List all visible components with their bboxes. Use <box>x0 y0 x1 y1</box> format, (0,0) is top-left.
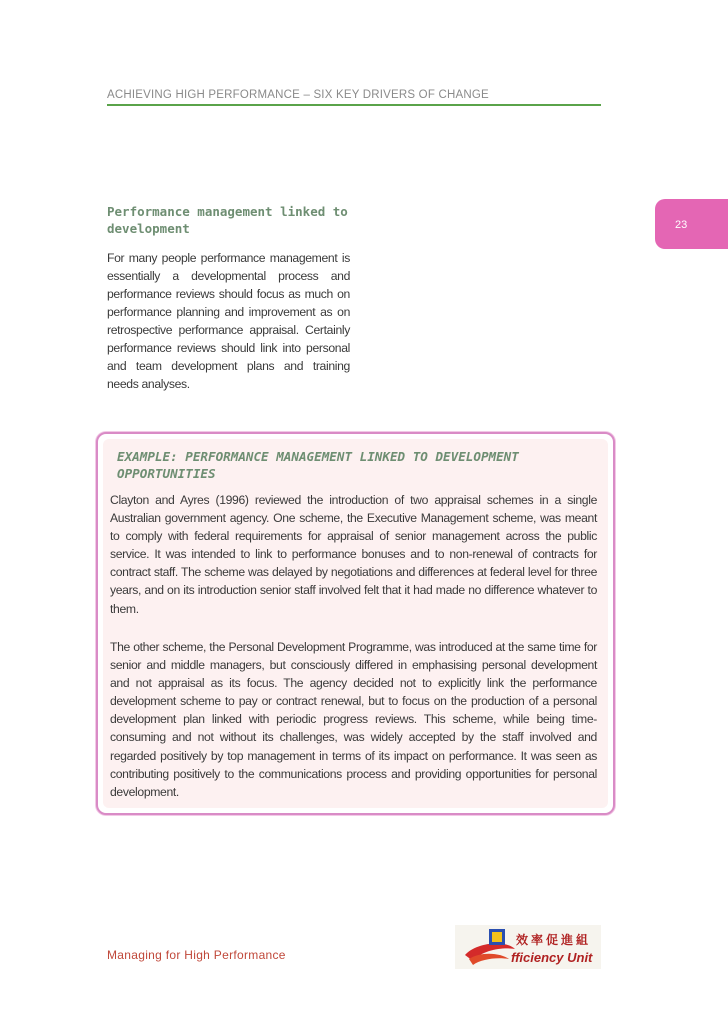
logo-english-text: fficiency Unit <box>511 950 593 965</box>
section-heading: Performance management linked to development <box>107 204 348 236</box>
footer-publication-title: Managing for High Performance <box>107 948 286 962</box>
logo-chinese-text: 效率促進組 <box>516 933 592 947</box>
example-paragraph-2: The other scheme, the Personal Development Programme, was introduced at the same time for senior and middle managers, but consciously differed in emphasising personal development and not appraisal as its focus. The agency decided not to explicitly link the performance development scheme to pay or contract renewal, but to focus on the production of a personal development plan linked with periodic progress reviews. This scheme, while being time-consuming and not without its challenges, was widely accepted by the staff involved and regarded positively by top management in terms of its impact on performance. It was seen as contributing positively to the communications process and providing opportunities for personal development. <box>110 640 597 799</box>
page-number: 23 <box>675 219 688 231</box>
example-paragraph-1: Clayton and Ayres (1996) reviewed the introduction of two appraisal schemes in a single Australian government agency. One scheme, the Executive Management scheme, was meant to comply with federal requirements for appraisal of senior management across the public service. It was intended to link to performance bonuses and to non-renewal of contracts for contract staff. The scheme was delayed by negotiations and differences at federal level for three years, and on its introduction senior staff involved felt that it had made no difference whatever to them. <box>110 493 597 616</box>
page-tab <box>655 199 728 249</box>
efficiency-unit-logo <box>455 925 601 969</box>
example-title: EXAMPLE: PERFORMANCE MANAGEMENT LINKED TO DEVELOPMENT OPPORTUNITIES <box>117 449 519 481</box>
section-body-text: For many people performance management is essentially a developmental process and performance reviews should focus as much on performance planning and improvement as on retrospective performance appraisal. Certainly performance reviews should link into personal and team development plans and training needs analyses. <box>107 251 350 391</box>
running-header: ACHIEVING HIGH PERFORMANCE – SIX KEY DRIVERS OF CHANGE <box>107 88 601 106</box>
